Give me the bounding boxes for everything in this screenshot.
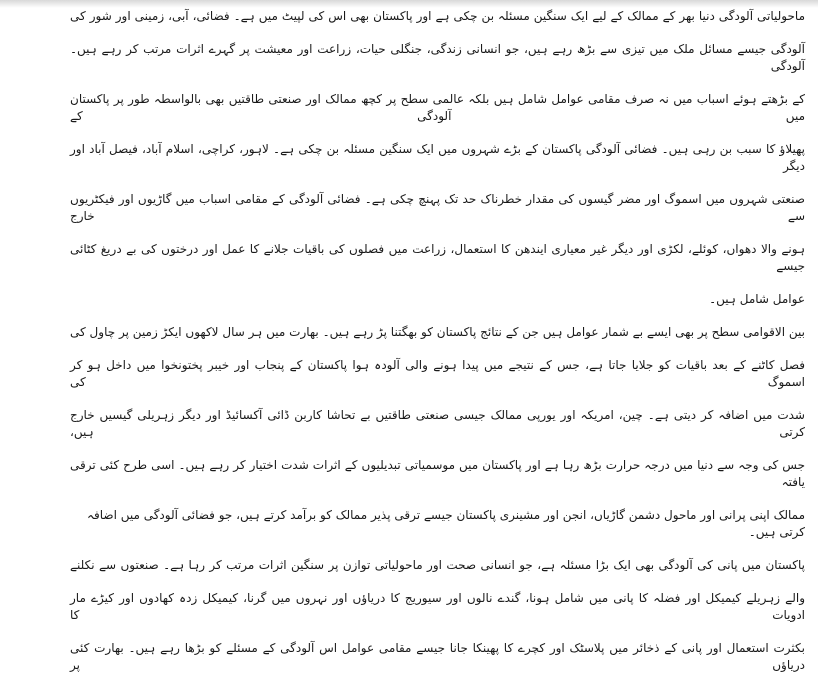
text-line: فصل کاٹنے کے بعد باقیات کو جلایا جاتا ہے، جس کے نتیجے میں پیدا ہونے والی آلودہ ہوا پاکستان کے پنجاب اور خیبر پختونخوا میں داخل ہو کر اسموگ کی	[70, 358, 805, 389]
text-line: عوامل شامل ہیں۔	[709, 292, 805, 306]
text-line: ہونے والا دھواں، کوئلے، لکڑی اور دیگر غیر معیاری ایندھن کا استعمال، زراعت میں فصلوں کی باقیات جلانے کا عمل اور درختوں کی بے دریغ کٹائی جیسے	[70, 242, 805, 273]
text-line: ممالک اپنی پرانی اور ماحول دشمن گاڑیاں، انجن اور مشینری پاکستان جیسے ترقی پذیر ممالک کو برآمد کرتے ہیں، جو فضائی آلودگی میں اضافہ کرتی ہیں۔	[86, 508, 805, 539]
text-line: جس کی وجہ سے دنیا میں درجہ حرارت بڑھ رہا ہے اور پاکستان میں موسمیاتی تبدیلیوں کے اثرات شدت اختیار کر رہے ہیں۔ اسی طرح کئی ترقی یافتہ	[70, 458, 805, 489]
paragraph-air-pollution	[70, 8, 805, 308]
text-line: بین الاقوامی سطح پر بھی ایسے بے شمار عوامل ہیں جن کے نتائج پاکستان کو بھگتنا پڑ رہے ہیں۔ بھارت میں ہر سال لاکھوں ایکڑ زمین پر چاول کی	[70, 325, 805, 339]
text-line: شدت میں اضافہ کر دیتی ہے۔ چین، امریکہ اور یورپی ممالک جیسی صنعتی طاقتیں بے تحاشا کاربن ڈائی آکسائیڈ اور دیگر زہریلی گیسیں خارج کرتی ہیں،	[70, 408, 805, 439]
text-line: پھیلاؤ کا سبب بن رہی ہیں۔ فضائی آلودگی پاکستان کے بڑے شہروں میں ایک سنگین مسئلہ بن چکی ہے۔ لاہور، کراچی، اسلام آباد، فیصل آباد اور دیگر	[70, 142, 805, 173]
text-line: والے زہریلے کیمیکل اور فضلہ کا پانی میں شامل ہونا، گندے نالوں اور سیوریج کا دریاؤں اور نہروں میں گرنا، کیمیکل زدہ کھادوں اور کیڑے مار ادویات کا	[70, 591, 805, 622]
text-line: ماحولیاتی آلودگی دنیا بھر کے ممالک کے لیے ایک سنگین مسئلہ بن چکی ہے اور پاکستان بھی اس کی لپیٹ میں ہے۔ فضائی، آبی، زمینی اور شور کی	[70, 9, 805, 23]
text-line: آلودگی جیسے مسائل ملک میں تیزی سے بڑھ رہے ہیں، جو انسانی زندگی، جنگلی حیات، زراعت اور معیشت پر گہرے اثرات مرتب کر رہے ہیں۔ آلودگی	[70, 42, 805, 73]
text-line: صنعتی شہروں میں اسموگ اور مضر گیسوں کی مقدار خطرناک حد تک پہنچ چکی ہے۔ فضائی آلودگی کے مقامی اسباب میں گاڑیوں اور فیکٹریوں سے خارج	[70, 192, 805, 223]
paragraph-international-factors	[70, 324, 805, 541]
paragraph-water-pollution	[70, 557, 805, 674]
text-line: کے بڑھتے ہوئے اسباب میں نہ صرف مقامی عوامل شامل ہیں بلکہ عالمی سطح پر کچھ ممالک اور صنعتی طاقتیں بھی بالواسطہ طور پر پاکستان میں آلودگی کے	[70, 92, 805, 123]
article-body	[70, 0, 805, 674]
text-line: پاکستان میں پانی کی آلودگی بھی ایک بڑا مسئلہ ہے، جو انسانی صحت اور ماحولیاتی توازن پر سنگین اثرات مرتب کر رہا ہے۔ صنعتوں سے نکلنے	[70, 558, 805, 572]
text-line: بکثرت استعمال اور پانی کے ذخائر میں پلاسٹک اور کچرے کا پھینکا جانا جیسے مقامی عوامل اس آلودگی کے مسئلے کو بڑھا رہے ہیں۔ بھارت کئی دریاؤں پر	[70, 641, 805, 672]
